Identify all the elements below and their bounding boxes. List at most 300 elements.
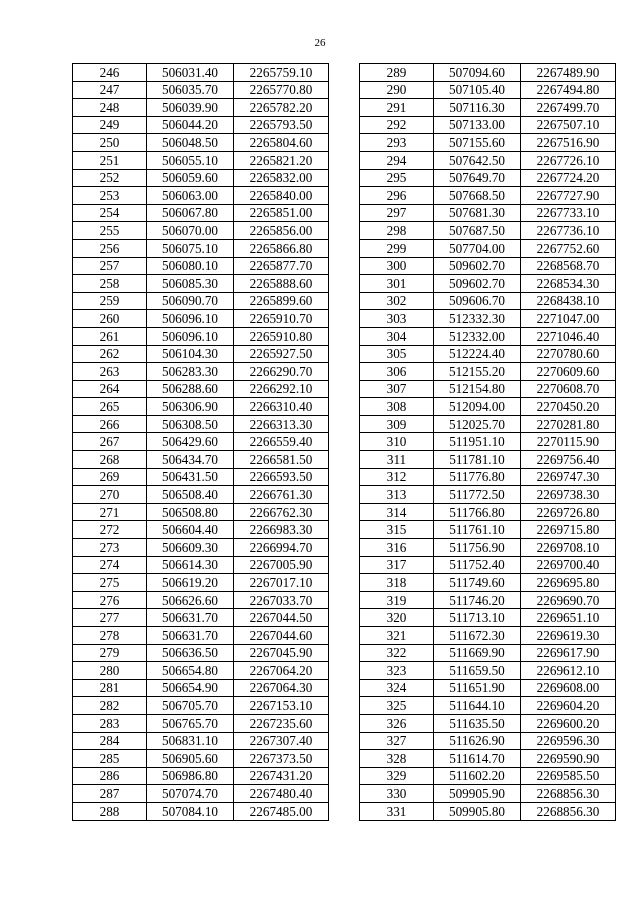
point-number-cell: 259 (73, 292, 147, 310)
table-row (360, 415, 616, 433)
y-coordinate-cell: 2267485.00 (234, 802, 329, 820)
x-coordinate-cell: 506508.80 (147, 503, 234, 521)
point-number-cell: 327 (360, 732, 434, 750)
y-coordinate-cell: 2269715.80 (521, 521, 616, 539)
y-coordinate-cell: 2267044.50 (234, 609, 329, 627)
x-coordinate-cell: 506096.10 (147, 327, 234, 345)
x-coordinate-cell: 509905.80 (434, 802, 521, 820)
point-number-cell: 329 (360, 767, 434, 785)
table-row (73, 81, 329, 99)
y-coordinate-cell: 2270450.20 (521, 398, 616, 416)
table-row (360, 591, 616, 609)
y-coordinate-cell: 2269608.00 (521, 679, 616, 697)
point-number-cell: 310 (360, 433, 434, 451)
x-coordinate-cell: 507105.40 (434, 81, 521, 99)
y-coordinate-cell: 2266762.30 (234, 503, 329, 521)
table-row (73, 204, 329, 222)
x-coordinate-cell: 506306.90 (147, 398, 234, 416)
point-number-cell: 281 (73, 679, 147, 697)
table-row (360, 169, 616, 187)
point-number-cell: 292 (360, 116, 434, 134)
point-number-cell: 287 (73, 785, 147, 803)
x-coordinate-cell: 512094.00 (434, 398, 521, 416)
x-coordinate-cell: 506059.60 (147, 169, 234, 187)
point-number-cell: 301 (360, 275, 434, 293)
table-row (360, 679, 616, 697)
point-number-cell: 297 (360, 204, 434, 222)
y-coordinate-cell: 2267724.20 (521, 169, 616, 187)
table-row (360, 486, 616, 504)
table-row (73, 591, 329, 609)
point-number-cell: 279 (73, 644, 147, 662)
table-row (360, 204, 616, 222)
table-row (360, 503, 616, 521)
y-coordinate-cell: 2269738.30 (521, 486, 616, 504)
table-row (360, 398, 616, 416)
point-number-cell: 315 (360, 521, 434, 539)
table-row (360, 380, 616, 398)
table-row (360, 732, 616, 750)
y-coordinate-cell: 2270115.90 (521, 433, 616, 451)
table-row (360, 697, 616, 715)
point-number-cell: 265 (73, 398, 147, 416)
x-coordinate-cell: 511651.90 (434, 679, 521, 697)
point-number-cell: 290 (360, 81, 434, 99)
x-coordinate-cell: 511672.30 (434, 627, 521, 645)
x-coordinate-cell: 509606.70 (434, 292, 521, 310)
y-coordinate-cell: 2266313.30 (234, 415, 329, 433)
point-number-cell: 323 (360, 662, 434, 680)
y-coordinate-cell: 2269695.80 (521, 574, 616, 592)
x-coordinate-cell: 512154.80 (434, 380, 521, 398)
x-coordinate-cell: 512224.40 (434, 345, 521, 363)
x-coordinate-cell: 509905.90 (434, 785, 521, 803)
y-coordinate-cell: 2267064.20 (234, 662, 329, 680)
table-row (73, 169, 329, 187)
table-row (73, 486, 329, 504)
table-row (360, 239, 616, 257)
x-coordinate-cell: 507155.60 (434, 134, 521, 152)
y-coordinate-cell: 2269747.30 (521, 468, 616, 486)
point-number-cell: 283 (73, 714, 147, 732)
x-coordinate-cell: 511746.20 (434, 591, 521, 609)
table-row (73, 732, 329, 750)
x-coordinate-cell: 512332.00 (434, 327, 521, 345)
point-number-cell: 325 (360, 697, 434, 715)
point-number-cell: 278 (73, 627, 147, 645)
y-coordinate-cell: 2265821.20 (234, 151, 329, 169)
x-coordinate-cell: 512332.30 (434, 310, 521, 328)
table-row (73, 574, 329, 592)
table-row (360, 714, 616, 732)
point-number-cell: 282 (73, 697, 147, 715)
point-number-cell: 311 (360, 451, 434, 469)
x-coordinate-cell: 506048.50 (147, 134, 234, 152)
point-number-cell: 258 (73, 275, 147, 293)
x-coordinate-cell: 511602.20 (434, 767, 521, 785)
point-number-cell: 269 (73, 468, 147, 486)
y-coordinate-cell: 2267373.50 (234, 750, 329, 768)
x-coordinate-cell: 511756.90 (434, 539, 521, 557)
x-coordinate-cell: 506986.80 (147, 767, 234, 785)
point-number-cell: 275 (73, 574, 147, 592)
y-coordinate-cell: 2267480.40 (234, 785, 329, 803)
y-coordinate-cell: 2267752.60 (521, 239, 616, 257)
x-coordinate-cell: 506614.30 (147, 556, 234, 574)
point-number-cell: 304 (360, 327, 434, 345)
y-coordinate-cell: 2266290.70 (234, 363, 329, 381)
point-number-cell: 263 (73, 363, 147, 381)
y-coordinate-cell: 2269700.40 (521, 556, 616, 574)
point-number-cell: 288 (73, 802, 147, 820)
point-number-cell: 303 (360, 310, 434, 328)
x-coordinate-cell: 507074.70 (147, 785, 234, 803)
y-coordinate-cell: 2265851.00 (234, 204, 329, 222)
table-row (73, 503, 329, 521)
point-number-cell: 270 (73, 486, 147, 504)
point-number-cell: 273 (73, 539, 147, 557)
x-coordinate-cell: 506609.30 (147, 539, 234, 557)
point-number-cell: 246 (73, 64, 147, 82)
table-row (360, 327, 616, 345)
table-row (360, 521, 616, 539)
x-coordinate-cell: 511659.50 (434, 662, 521, 680)
table-row (360, 574, 616, 592)
y-coordinate-cell: 2269612.10 (521, 662, 616, 680)
table-row (73, 116, 329, 134)
y-coordinate-cell: 2267516.90 (521, 134, 616, 152)
table-row (73, 644, 329, 662)
table-row (73, 679, 329, 697)
point-number-cell: 305 (360, 345, 434, 363)
table-row (73, 415, 329, 433)
table-row (73, 398, 329, 416)
x-coordinate-cell: 506631.70 (147, 627, 234, 645)
x-coordinate-cell: 507642.50 (434, 151, 521, 169)
y-coordinate-cell: 2266292.10 (234, 380, 329, 398)
table-row (360, 451, 616, 469)
y-coordinate-cell: 2265832.00 (234, 169, 329, 187)
point-number-cell: 309 (360, 415, 434, 433)
x-coordinate-cell: 507687.50 (434, 222, 521, 240)
point-number-cell: 284 (73, 732, 147, 750)
table-row (360, 187, 616, 205)
table-row (360, 275, 616, 293)
table-row (73, 662, 329, 680)
table-row (360, 257, 616, 275)
point-number-cell: 250 (73, 134, 147, 152)
point-number-cell: 314 (360, 503, 434, 521)
y-coordinate-cell: 2269617.90 (521, 644, 616, 662)
x-coordinate-cell: 506654.90 (147, 679, 234, 697)
y-coordinate-cell: 2265927.50 (234, 345, 329, 363)
x-coordinate-cell: 506765.70 (147, 714, 234, 732)
point-number-cell: 255 (73, 222, 147, 240)
y-coordinate-cell: 2267017.10 (234, 574, 329, 592)
table-row (73, 222, 329, 240)
x-coordinate-cell: 506905.60 (147, 750, 234, 768)
x-coordinate-cell: 506035.70 (147, 81, 234, 99)
point-number-cell: 330 (360, 785, 434, 803)
table-row (360, 433, 616, 451)
y-coordinate-cell: 2270608.70 (521, 380, 616, 398)
point-number-cell: 289 (360, 64, 434, 82)
point-number-cell: 280 (73, 662, 147, 680)
table-row (73, 433, 329, 451)
y-coordinate-cell: 2267736.10 (521, 222, 616, 240)
point-number-cell: 307 (360, 380, 434, 398)
y-coordinate-cell: 2265899.60 (234, 292, 329, 310)
x-coordinate-cell: 511951.10 (434, 433, 521, 451)
table-row (360, 64, 616, 82)
x-coordinate-cell: 506090.70 (147, 292, 234, 310)
table-row (73, 714, 329, 732)
point-number-cell: 302 (360, 292, 434, 310)
x-coordinate-cell: 506075.10 (147, 239, 234, 257)
point-number-cell: 256 (73, 239, 147, 257)
y-coordinate-cell: 2268856.30 (521, 802, 616, 820)
table-row (360, 222, 616, 240)
x-coordinate-cell: 506067.80 (147, 204, 234, 222)
x-coordinate-cell: 506626.60 (147, 591, 234, 609)
table-row (73, 134, 329, 152)
table-row (73, 627, 329, 645)
x-coordinate-cell: 506434.70 (147, 451, 234, 469)
point-number-cell: 260 (73, 310, 147, 328)
x-coordinate-cell: 506636.50 (147, 644, 234, 662)
point-number-cell: 267 (73, 433, 147, 451)
point-number-cell: 295 (360, 169, 434, 187)
x-coordinate-cell: 509602.70 (434, 257, 521, 275)
table-row (360, 556, 616, 574)
x-coordinate-cell: 507704.00 (434, 239, 521, 257)
table-row (360, 151, 616, 169)
table-row (360, 134, 616, 152)
table-row (73, 468, 329, 486)
point-number-cell: 308 (360, 398, 434, 416)
point-number-cell: 324 (360, 679, 434, 697)
y-coordinate-cell: 2267489.90 (521, 64, 616, 82)
point-number-cell: 285 (73, 750, 147, 768)
table-row (360, 609, 616, 627)
table-row (360, 750, 616, 768)
y-coordinate-cell: 2271047.00 (521, 310, 616, 328)
table-row (73, 275, 329, 293)
table-row (73, 64, 329, 82)
point-number-cell: 293 (360, 134, 434, 152)
y-coordinate-cell: 2265793.50 (234, 116, 329, 134)
point-number-cell: 277 (73, 609, 147, 627)
x-coordinate-cell: 511713.10 (434, 609, 521, 627)
point-number-cell: 262 (73, 345, 147, 363)
point-number-cell: 257 (73, 257, 147, 275)
x-coordinate-cell: 506429.60 (147, 433, 234, 451)
x-coordinate-cell: 506619.20 (147, 574, 234, 592)
point-number-cell: 316 (360, 539, 434, 557)
point-number-cell: 319 (360, 591, 434, 609)
x-coordinate-cell: 511635.50 (434, 714, 521, 732)
point-number-cell: 321 (360, 627, 434, 645)
table-row (360, 802, 616, 820)
y-coordinate-cell: 2267494.80 (521, 81, 616, 99)
y-coordinate-cell: 2267307.40 (234, 732, 329, 750)
x-coordinate-cell: 506039.90 (147, 99, 234, 117)
point-number-cell: 317 (360, 556, 434, 574)
table-row (73, 99, 329, 117)
table-row (73, 556, 329, 574)
table-row (360, 81, 616, 99)
x-coordinate-cell: 511766.80 (434, 503, 521, 521)
point-number-cell: 318 (360, 574, 434, 592)
table-row (73, 697, 329, 715)
y-coordinate-cell: 2268856.30 (521, 785, 616, 803)
table-row (73, 151, 329, 169)
point-number-cell: 300 (360, 257, 434, 275)
y-coordinate-cell: 2265782.20 (234, 99, 329, 117)
table-row (73, 609, 329, 627)
point-number-cell: 298 (360, 222, 434, 240)
x-coordinate-cell: 511761.10 (434, 521, 521, 539)
point-number-cell: 261 (73, 327, 147, 345)
table-row (73, 345, 329, 363)
point-number-cell: 252 (73, 169, 147, 187)
table-row (360, 627, 616, 645)
y-coordinate-cell: 2270780.60 (521, 345, 616, 363)
table-row (73, 239, 329, 257)
point-number-cell: 294 (360, 151, 434, 169)
y-coordinate-cell: 2266559.40 (234, 433, 329, 451)
table-row (360, 767, 616, 785)
x-coordinate-cell: 506096.10 (147, 310, 234, 328)
point-number-cell: 312 (360, 468, 434, 486)
y-coordinate-cell: 2270281.80 (521, 415, 616, 433)
x-coordinate-cell: 511781.10 (434, 451, 521, 469)
table-row (360, 644, 616, 662)
y-coordinate-cell: 2267727.90 (521, 187, 616, 205)
x-coordinate-cell: 506508.40 (147, 486, 234, 504)
x-coordinate-cell: 511644.10 (434, 697, 521, 715)
x-coordinate-cell: 507094.60 (434, 64, 521, 82)
point-number-cell: 320 (360, 609, 434, 627)
page-number: 26 (314, 37, 326, 49)
x-coordinate-cell: 507681.30 (434, 204, 521, 222)
y-coordinate-cell: 2269690.70 (521, 591, 616, 609)
point-number-cell: 299 (360, 239, 434, 257)
x-coordinate-cell: 511669.90 (434, 644, 521, 662)
x-coordinate-cell: 506288.60 (147, 380, 234, 398)
point-number-cell: 264 (73, 380, 147, 398)
y-coordinate-cell: 2268534.30 (521, 275, 616, 293)
point-number-cell: 326 (360, 714, 434, 732)
y-coordinate-cell: 2265866.80 (234, 239, 329, 257)
point-number-cell: 274 (73, 556, 147, 574)
y-coordinate-cell: 2269708.10 (521, 539, 616, 557)
table-row (73, 327, 329, 345)
y-coordinate-cell: 2266310.40 (234, 398, 329, 416)
point-number-cell: 291 (360, 99, 434, 117)
y-coordinate-cell: 2265888.60 (234, 275, 329, 293)
x-coordinate-cell: 507133.00 (434, 116, 521, 134)
point-number-cell: 251 (73, 151, 147, 169)
y-coordinate-cell: 2267005.90 (234, 556, 329, 574)
table-row (360, 539, 616, 557)
y-coordinate-cell: 2267044.60 (234, 627, 329, 645)
table-row (360, 310, 616, 328)
coordinates-table-left (72, 63, 329, 821)
x-coordinate-cell: 506283.30 (147, 363, 234, 381)
x-coordinate-cell: 506631.70 (147, 609, 234, 627)
x-coordinate-cell: 511626.90 (434, 732, 521, 750)
table-row (360, 345, 616, 363)
table-row (73, 785, 329, 803)
x-coordinate-cell: 512155.20 (434, 363, 521, 381)
table-row (73, 539, 329, 557)
point-number-cell: 247 (73, 81, 147, 99)
table-row (73, 257, 329, 275)
table-row (360, 785, 616, 803)
table-row (73, 380, 329, 398)
point-number-cell: 306 (360, 363, 434, 381)
y-coordinate-cell: 2267045.90 (234, 644, 329, 662)
point-number-cell: 331 (360, 802, 434, 820)
x-coordinate-cell: 509602.70 (434, 275, 521, 293)
y-coordinate-cell: 2268438.10 (521, 292, 616, 310)
y-coordinate-cell: 2265804.60 (234, 134, 329, 152)
point-number-cell: 268 (73, 451, 147, 469)
y-coordinate-cell: 2265910.70 (234, 310, 329, 328)
x-coordinate-cell: 507649.70 (434, 169, 521, 187)
y-coordinate-cell: 2267726.10 (521, 151, 616, 169)
point-number-cell: 272 (73, 521, 147, 539)
point-number-cell: 266 (73, 415, 147, 433)
point-number-cell: 248 (73, 99, 147, 117)
y-coordinate-cell: 2271046.40 (521, 327, 616, 345)
x-coordinate-cell: 507084.10 (147, 802, 234, 820)
y-coordinate-cell: 2265759.10 (234, 64, 329, 82)
x-coordinate-cell: 511752.40 (434, 556, 521, 574)
x-coordinate-cell: 506705.70 (147, 697, 234, 715)
table-row (360, 363, 616, 381)
y-coordinate-cell: 2267431.20 (234, 767, 329, 785)
table-row (360, 468, 616, 486)
y-coordinate-cell: 2265910.80 (234, 327, 329, 345)
y-coordinate-cell: 2265840.00 (234, 187, 329, 205)
x-coordinate-cell: 511772.50 (434, 486, 521, 504)
y-coordinate-cell: 2269619.30 (521, 627, 616, 645)
y-coordinate-cell: 2269756.40 (521, 451, 616, 469)
point-number-cell: 249 (73, 116, 147, 134)
y-coordinate-cell: 2265877.70 (234, 257, 329, 275)
point-number-cell: 271 (73, 503, 147, 521)
y-coordinate-cell: 2269600.20 (521, 714, 616, 732)
y-coordinate-cell: 2270609.60 (521, 363, 616, 381)
table-row (73, 292, 329, 310)
table-row (360, 292, 616, 310)
y-coordinate-cell: 2268568.70 (521, 257, 616, 275)
x-coordinate-cell: 506070.00 (147, 222, 234, 240)
x-coordinate-cell: 506654.80 (147, 662, 234, 680)
point-number-cell: 276 (73, 591, 147, 609)
y-coordinate-cell: 2269585.50 (521, 767, 616, 785)
x-coordinate-cell: 506055.10 (147, 151, 234, 169)
y-coordinate-cell: 2265856.00 (234, 222, 329, 240)
table-row (73, 310, 329, 328)
x-coordinate-cell: 506044.20 (147, 116, 234, 134)
x-coordinate-cell: 511614.70 (434, 750, 521, 768)
point-number-cell: 286 (73, 767, 147, 785)
table-row (73, 521, 329, 539)
point-number-cell: 253 (73, 187, 147, 205)
